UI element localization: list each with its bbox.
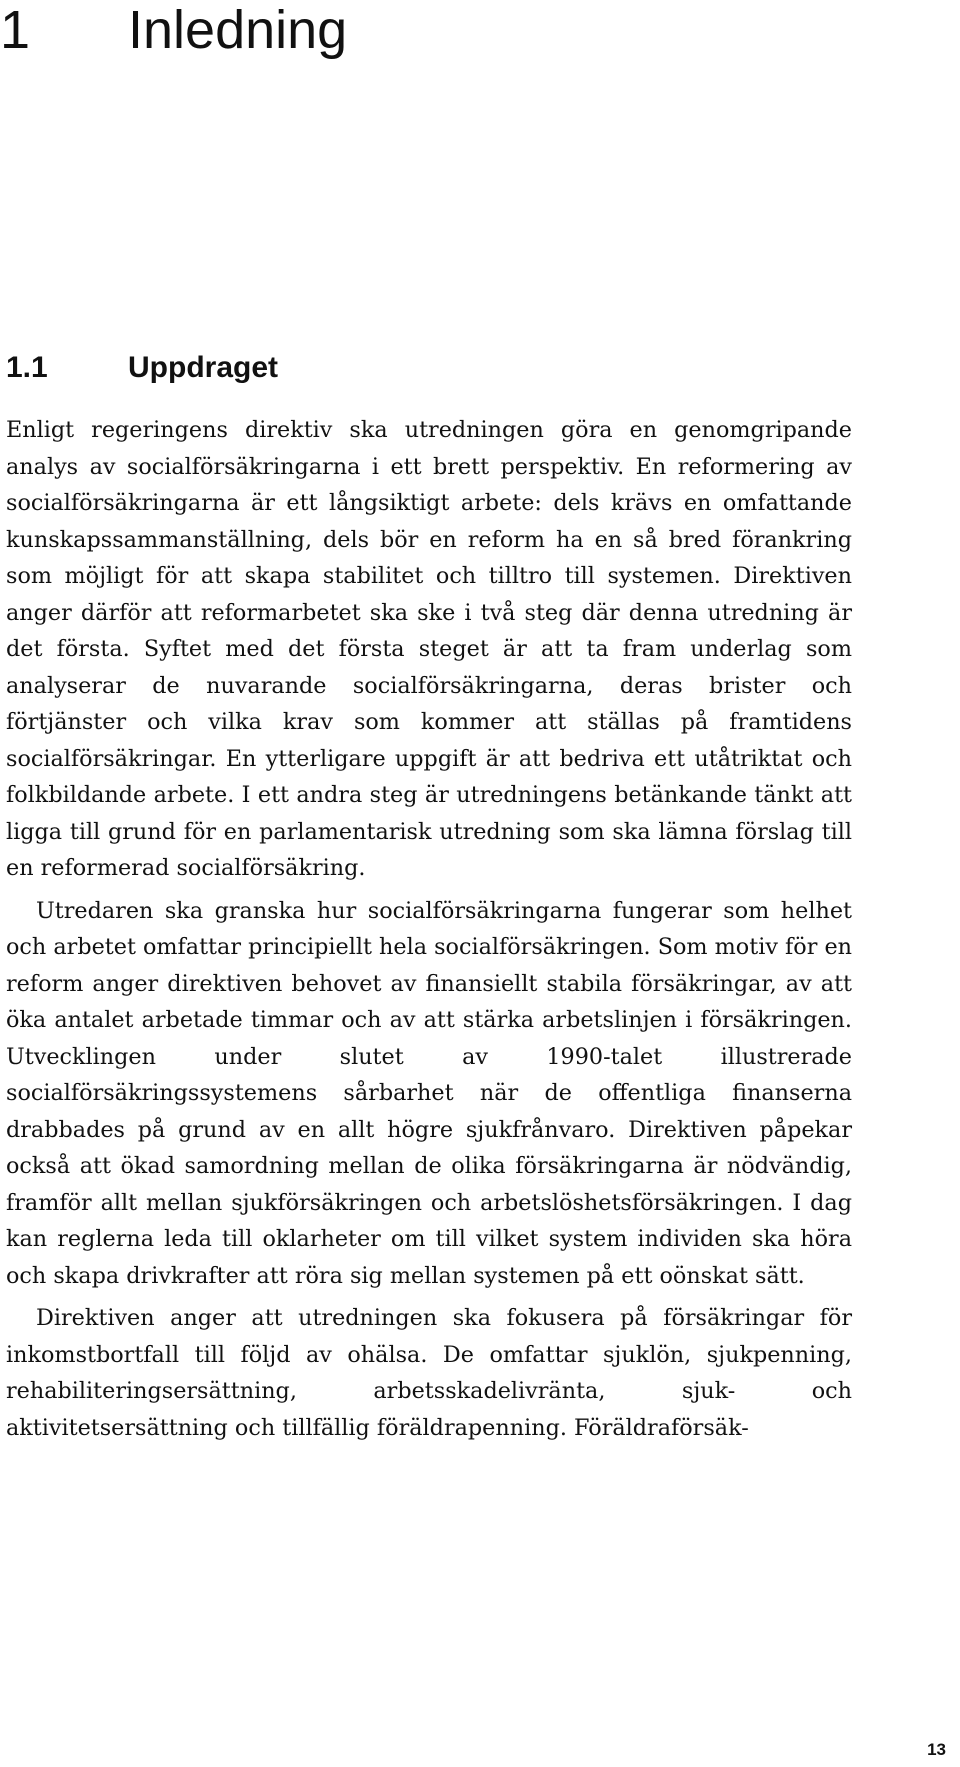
paragraph-3: Direktiven anger att utredningen ska fokusera på försäkringar för inkomstbortfall till följd av ohälsa. De omfattar sjuklön, sjukpenning, rehabiliteringsersättning, arbetsskadelivränta, sjuk- och aktivitetsersättning och tillfällig föräldrapenning. Föräldraförsäk- [6,1305,852,1441]
body-text [6,412,852,1452]
section-heading [6,350,278,386]
paragraph-1: Enligt regeringens direktiv ska utredningen göra en genomgripande analys av socialförsäkringarna i ett brett perspektiv. En reformering av socialförsäkringarna är ett långsiktigt arbete: dels krävs en omfattande kunskapssammanställning, dels bör en reform ha en så bred förankring som möjligt för att skapa stabilitet och tilltro till systemen. Direktiven anger därför att reformarbetet ska ske i två steg där denna utredning är det första. Syftet med det första steget är att ta fram underlag som analyserar de nuvarande socialförsäkringarna, deras brister och förtjänster och vilka krav som kommer att ställas på framtidens socialförsäkringar. En ytterligare uppgift är att bedriva ett utåtriktat och folkbildande arbete. I ett andra steg är utredningens betänkande tänkt att ligga till grund för en parlamentarisk utredning som ska lämna förslag till en reformerad socialförsäkring. [6,417,852,881]
section-number: 1.1 [6,351,48,384]
chapter-title: Inledning [128,0,348,60]
paragraph-2: Utredaren ska granska hur socialförsäkringarna fungerar som helhet och arbetet omfattar principiellt hela socialförsäkringen. Som motiv för en reform anger direktiven behovet av finansiellt stabila försäkringar, av att öka antalet arbetade timmar och av att stärka arbetslinjen i försäkringen. Utvecklingen under slutet av 1990-talet illustrerade socialförsäkringssystemens sårbarhet när de offentliga finanserna drabbades på grund av en allt högre sjukfrånvaro. Direktiven påpekar också att ökad samordning mellan de olika försäkringarna är nödvändig, framför allt mellan sjukförsäkringen och arbetslöshetsförsäkringen. I dag kan reglerna leda till oklarheter om till vilket system individen ska höra och skapa drivkrafter att röra sig mellan systemen på ett oönskat sätt. [6,897,852,1289]
chapter-heading [0,0,347,60]
chapter-number: 1 [0,0,31,60]
section-title: Uppdraget [128,351,278,384]
page-number: 13 [927,1740,946,1759]
